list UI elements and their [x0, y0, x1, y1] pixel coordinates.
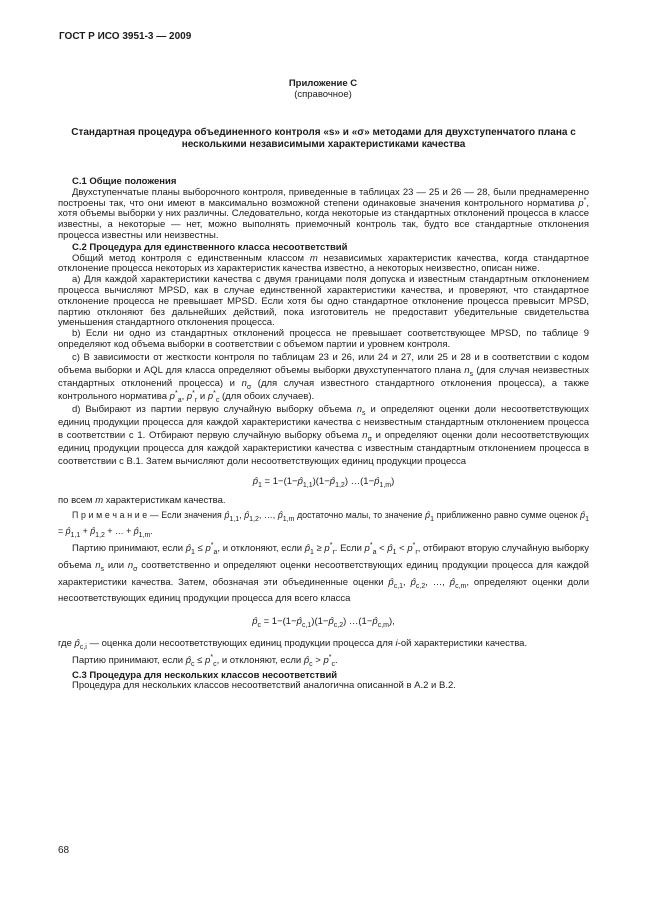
- formula: $p̂_1$ = $1-(1-p̂_{1,1})(1-p̂_{1,2})$ $\dots(1-p̂_{1,m})$: [252, 475, 395, 489]
- document-body: [58, 176, 589, 692]
- document-header: [59, 31, 191, 42]
- formula: $p̂_c$ = $1-(1-p̂_{c,1})(1-p̂_{c,2})$ $\dots(1-p̂_{c,m})$,: [252, 616, 395, 630]
- section-heading: С.2 Процедура для единственного класса несоответствий: [72, 241, 348, 253]
- section-heading: С.1 Общие положения: [72, 176, 177, 187]
- note: П р и м е ч а н и е — Если значения $p̂_{1,1}$, $p̂_{1,2}$, …, $p̂_{1,m}$ достаточно малы, то значение $p̂_1$ приближенно равно сумме оценок $p̂_1$ = $p̂_{1,1}$ + $p̂_{1,2}$ + … + $p̂_{1,m}$.: [58, 510, 589, 539]
- page-number: 68: [58, 845, 70, 856]
- paragraph: Партию принимают, если $p̂_1 \le p^*_a$, и отклоняют, если $p̂_1 \ge p^*_r$. Если $p^*_a$ < $p̂_1 < p^*_r$, отбирают вторую случайную выборку объема $n_s$ или $n_\sigma$ соответственно и определяют оценки несоответствующих единиц продукции процесса для каждой характеристики качества. Затем, обозначая эти объединенные оценки $p̂_{c,1}$, $p̂_{c,2}$, …, $p̂_{c,m}$, определяют оценки доли несоответствующих единиц продукции процесса для всего класса: [58, 541, 590, 605]
- annex-kind: (справочное): [294, 89, 352, 100]
- document-title: Стандартная процедура объединенного контроля «s» и «σ» методами для двухступенчатого плана с несколькими независимыми характеристиками качества: [71, 127, 576, 150]
- paragraph: по всем m характеристикам качества.: [58, 494, 226, 506]
- paragraph: a) Для каждой характеристики качества с двумя границами поля допуска и известным стандартным отклонением процесса вычисляют MPSD, как в случае единственной характеристики качества, и проверяют, что стандартное отклонение процесса не превышает MPSD. Если хотя бы одно стандартное отклонение процесса превысит MPSD, партию отклоняют без дальнейших действий, пока изготовитель не предоставит убедительные свидетельства уменьшения стандартного отклонения процесса.: [58, 274, 589, 329]
- annex-label: Приложение С: [288, 78, 358, 89]
- paragraph: c) В зависимости от жесткости контроля по таблицам 23 и 26, или 24 и 27, или 25 и 28 и в соответствии с кодом объема выборки и AQL для класса определяют объемы выборки двухступенчатого плана $n_s$ (для случая неизвестных стандартных отклонений процесса) и $n_\sigma$ (для случая известного стандартного отклонения процесса), а также контрольного норматива $p^*_a$, $p^*_r$ и $p^*_c$ (для обоих случаев).: [58, 351, 590, 404]
- paragraph: Общий метод контроля с единственным классом m независимых характеристик качества, когда стандартное отклонение процесса некоторых из характеристик качества известно, а некоторых неизвестно, описан ниже.: [58, 252, 589, 275]
- paragraph: d) Выбирают из партии первую случайную выборку объема $n_s$ и определяют оценки доли несоответствующих единиц продукции процесса для каждой характеристики качества с неизвестным стандартным отклонением процесса в соответствии с 1. Отбирают первую случайную выборку объема $n_\sigma$ и определяют оценки доли несоответствующих единиц продукции процесса для каждой характеристики качества с известным стандартным отклонением процесса в соответствии с В.1. Затем вычисляют доли несоответствующих единиц продукции процесса: [58, 403, 589, 467]
- paragraph: где $p̂_{c,i}$ — оценка доли несоответствующих единиц продукции процесса для i-ой характеристики качества.: [58, 637, 528, 651]
- annex-heading: [0, 78, 646, 100]
- paragraph: Партию принимают, если $p̂_c \le p^*_c$, и отклоняют, если $p̂_c > p^*_c$.: [72, 653, 338, 668]
- section-heading: С.3 Процедура для нескольких классов несоответствий: [72, 669, 338, 681]
- paragraph: Процедура для нескольких классов несоответствий аналогична описанной в А.2 и В.2.: [72, 680, 456, 692]
- paragraph: b) Если ни одно из стандартных отклонений процесса не превышает соответствующее MPSD, по таблице 9 определяют код объема выборки в соответствии с объемом партии и уровнем контроля.: [58, 328, 589, 350]
- paragraph: Двухступенчатые планы выборочного контроля, приведенные в таблицах 23 — 25 и 26 — 28, были преднамеренно построены так, что они имеют в максимально возможной степени одинаковые значения контрольного норматива p*, хотя объемы выборки у них различны. Следовательно, когда некоторые из стандартных отклонений процесса в классе известны, а некоторые — нет, можно выполнять приемочный контроль так, будто все стандартные отклонения процесса известны или неизвестны.: [58, 186, 589, 241]
- doc-code: ГОСТ Р ИСО 3951-3 — 2009: [59, 31, 192, 42]
